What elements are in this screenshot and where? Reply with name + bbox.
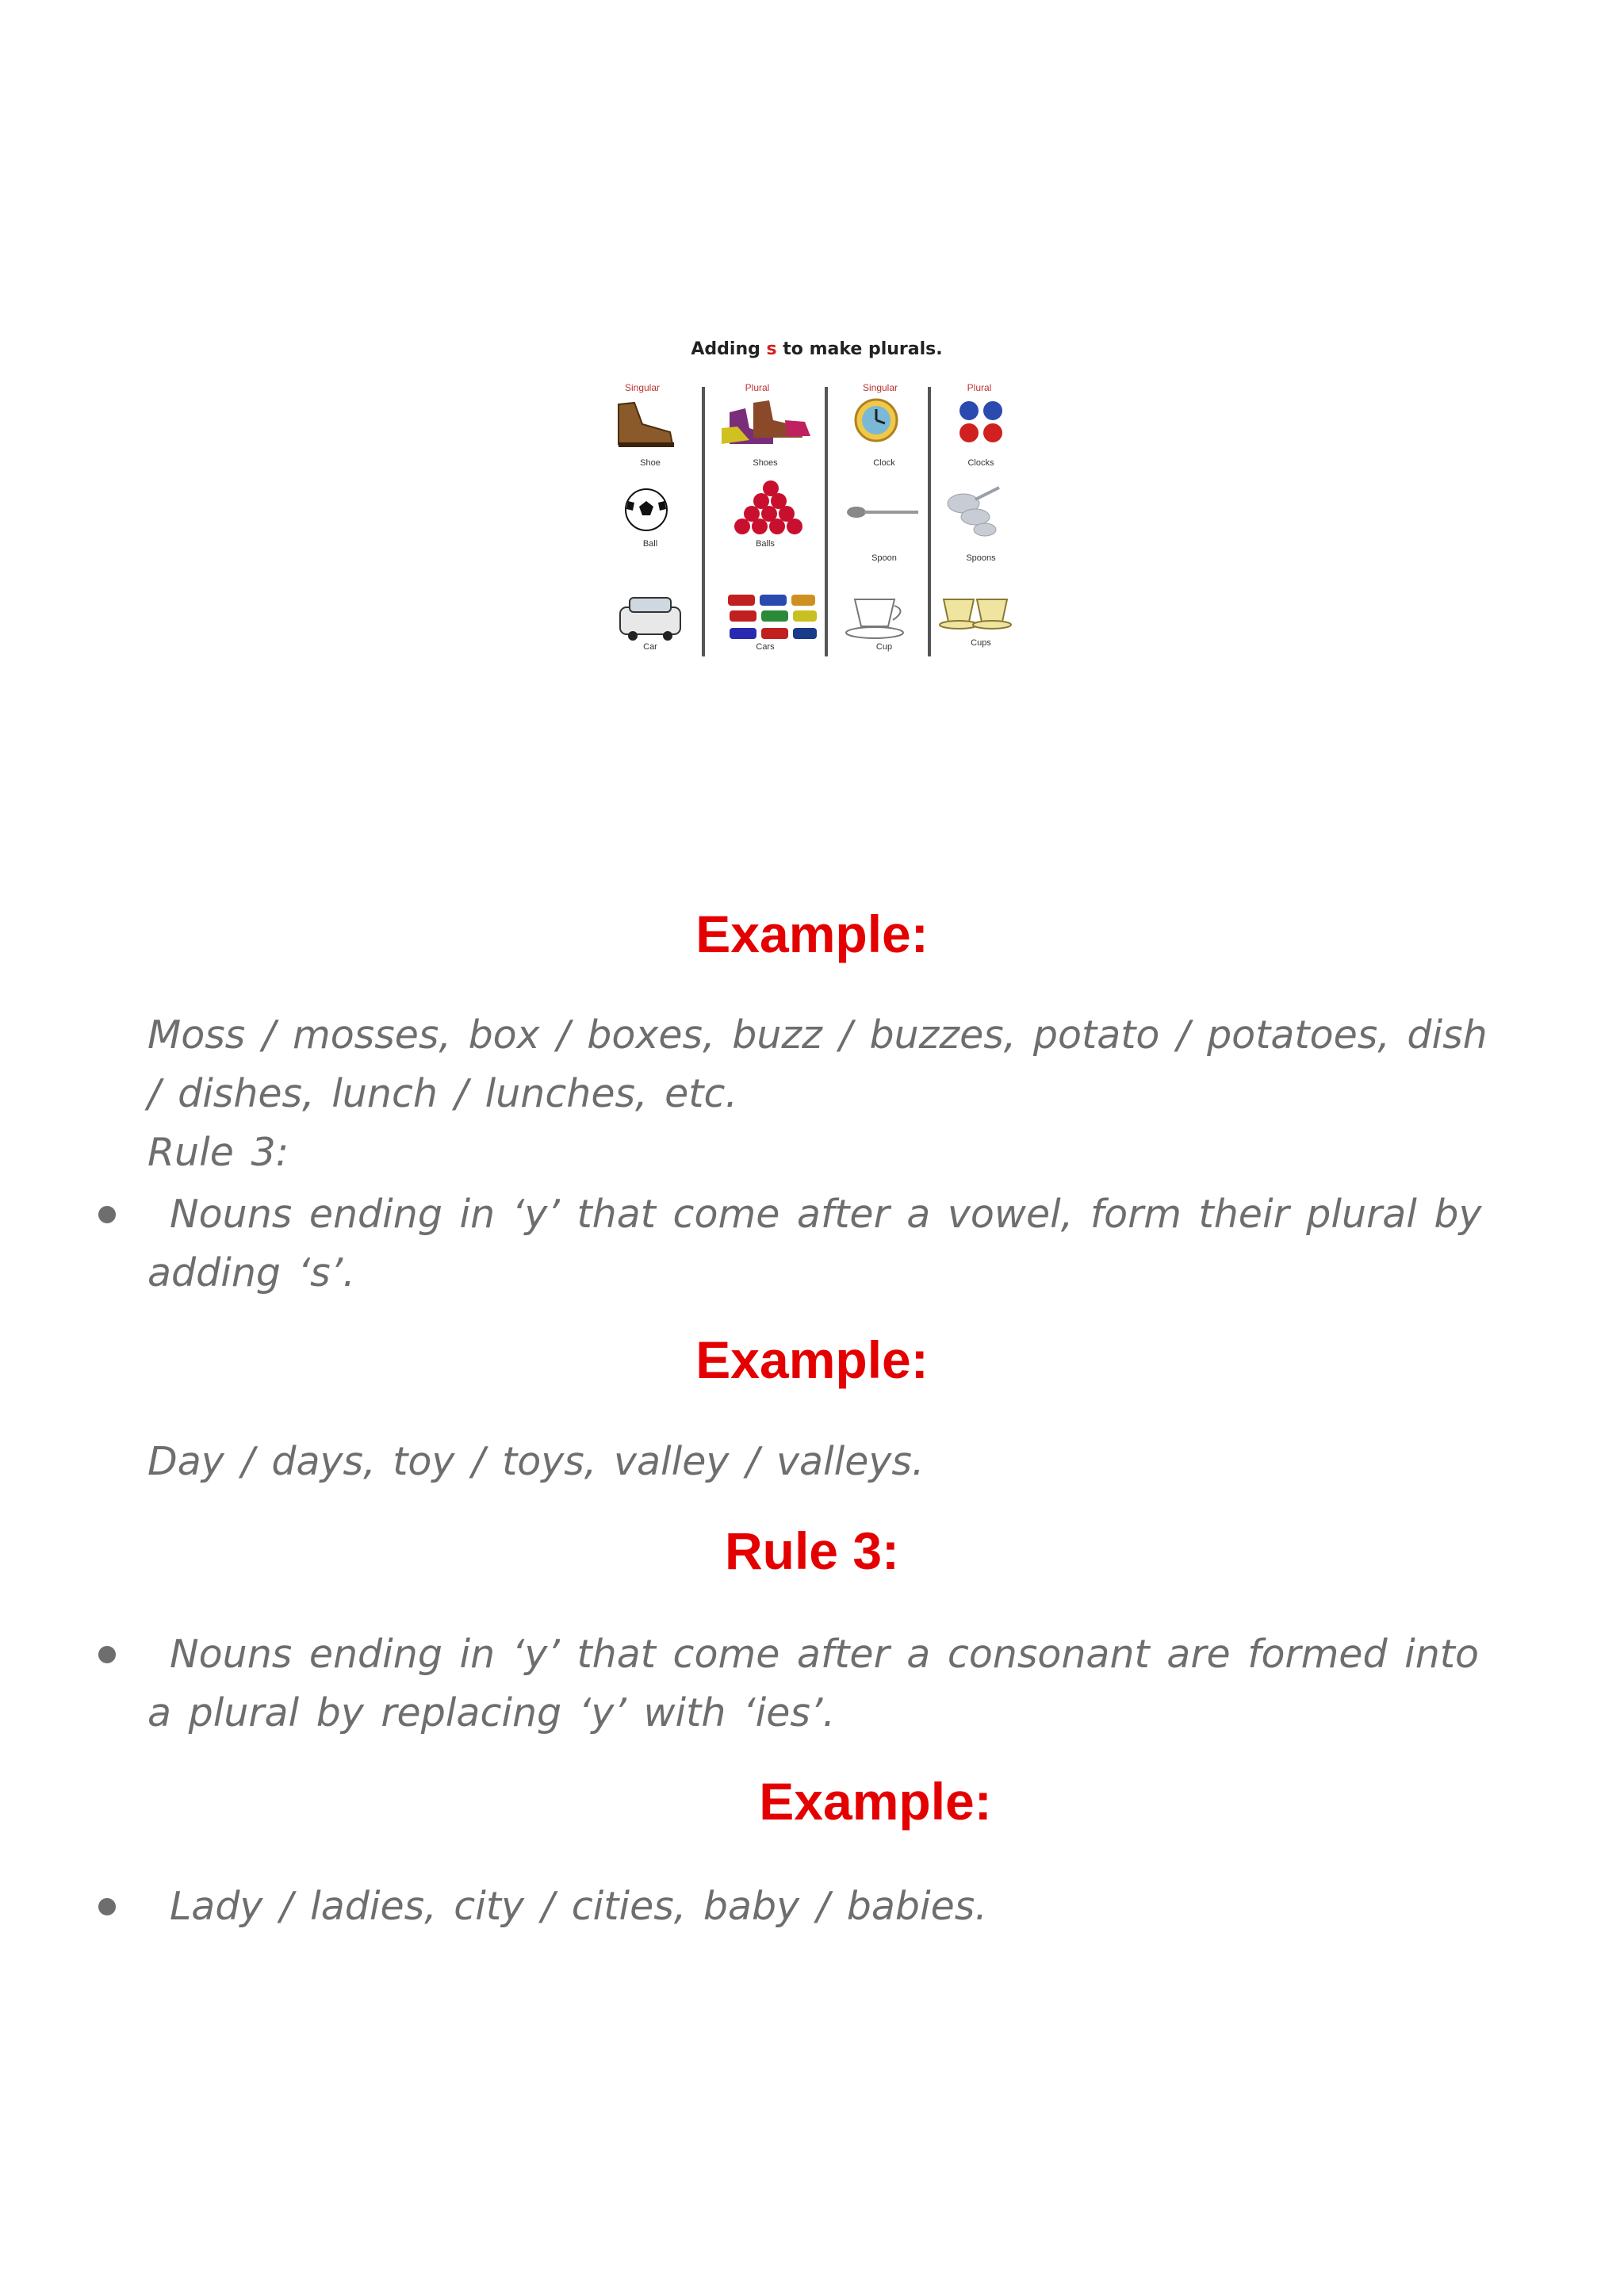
col-header-singular-1: Singular bbox=[624, 382, 661, 393]
example-heading-2: Example: bbox=[695, 1330, 929, 1389]
plurals-illustration bbox=[603, 333, 1031, 658]
car-icon bbox=[620, 598, 680, 641]
col-header-plural-2: Plural bbox=[967, 382, 992, 393]
caption-cup: Cup bbox=[875, 642, 893, 652]
rule3-consonant-line1: Nouns ending in ‘y’ that come after a consonant are formed into bbox=[170, 1632, 1479, 1677]
bullet-icon bbox=[98, 1898, 116, 1915]
figure-title: Adding s to make plurals. bbox=[691, 339, 943, 359]
caption-car: Car bbox=[643, 642, 657, 652]
caption-ball: Ball bbox=[642, 539, 658, 549]
example-heading-1: Example: bbox=[695, 905, 929, 963]
example3-text: Lady / ladies, city / cities, baby / babies. bbox=[170, 1884, 987, 1929]
cups-icon bbox=[940, 599, 1011, 629]
caption-clocks: Clocks bbox=[967, 458, 994, 468]
example1-line1: Moss / mosses, box / boxes, buzz / buzzes, potato / potatoes, dish bbox=[147, 1012, 1488, 1058]
example-heading-3: Example: bbox=[759, 1772, 992, 1831]
balls-icon bbox=[734, 480, 802, 534]
figure-drawings bbox=[603, 333, 1031, 658]
col-header-singular-2: Singular bbox=[862, 382, 898, 393]
shoes-icon bbox=[722, 400, 810, 444]
ball-icon bbox=[626, 489, 667, 530]
rule3-heading: Rule 3: bbox=[724, 1521, 900, 1580]
clocks-icon bbox=[959, 401, 1002, 442]
spoon-icon bbox=[847, 507, 918, 518]
caption-cups: Cups bbox=[971, 638, 991, 648]
shoe-icon bbox=[619, 403, 674, 447]
caption-spoons: Spoons bbox=[966, 553, 996, 563]
caption-clock: Clock bbox=[873, 458, 895, 468]
cup-icon bbox=[846, 599, 903, 638]
bullet-icon bbox=[98, 1206, 116, 1223]
rule3-label: Rule 3: bbox=[147, 1130, 289, 1175]
spoons-icon bbox=[948, 488, 999, 536]
caption-spoon: Spoon bbox=[871, 553, 897, 563]
caption-shoe: Shoe bbox=[640, 458, 661, 468]
caption-shoes: Shoes bbox=[753, 458, 778, 468]
clock-icon bbox=[856, 400, 897, 441]
cars-icon bbox=[728, 595, 817, 639]
bullet-icon bbox=[98, 1646, 116, 1663]
rule3-vowel-line1: Nouns ending in ‘y’ that come after a vowel, form their plural by bbox=[170, 1192, 1482, 1237]
rule3-consonant-line2: a plural by replacing ‘y’ with ‘ies’. bbox=[147, 1690, 836, 1735]
example1-line2: / dishes, lunch / lunches, etc. bbox=[147, 1071, 738, 1116]
rule3-vowel-line2: adding ‘s’. bbox=[147, 1250, 355, 1295]
caption-cars: Cars bbox=[756, 642, 775, 652]
col-header-plural-1: Plural bbox=[745, 382, 770, 393]
caption-balls: Balls bbox=[756, 539, 775, 549]
example2-text: Day / days, toy / toys, valley / valleys. bbox=[147, 1439, 925, 1484]
